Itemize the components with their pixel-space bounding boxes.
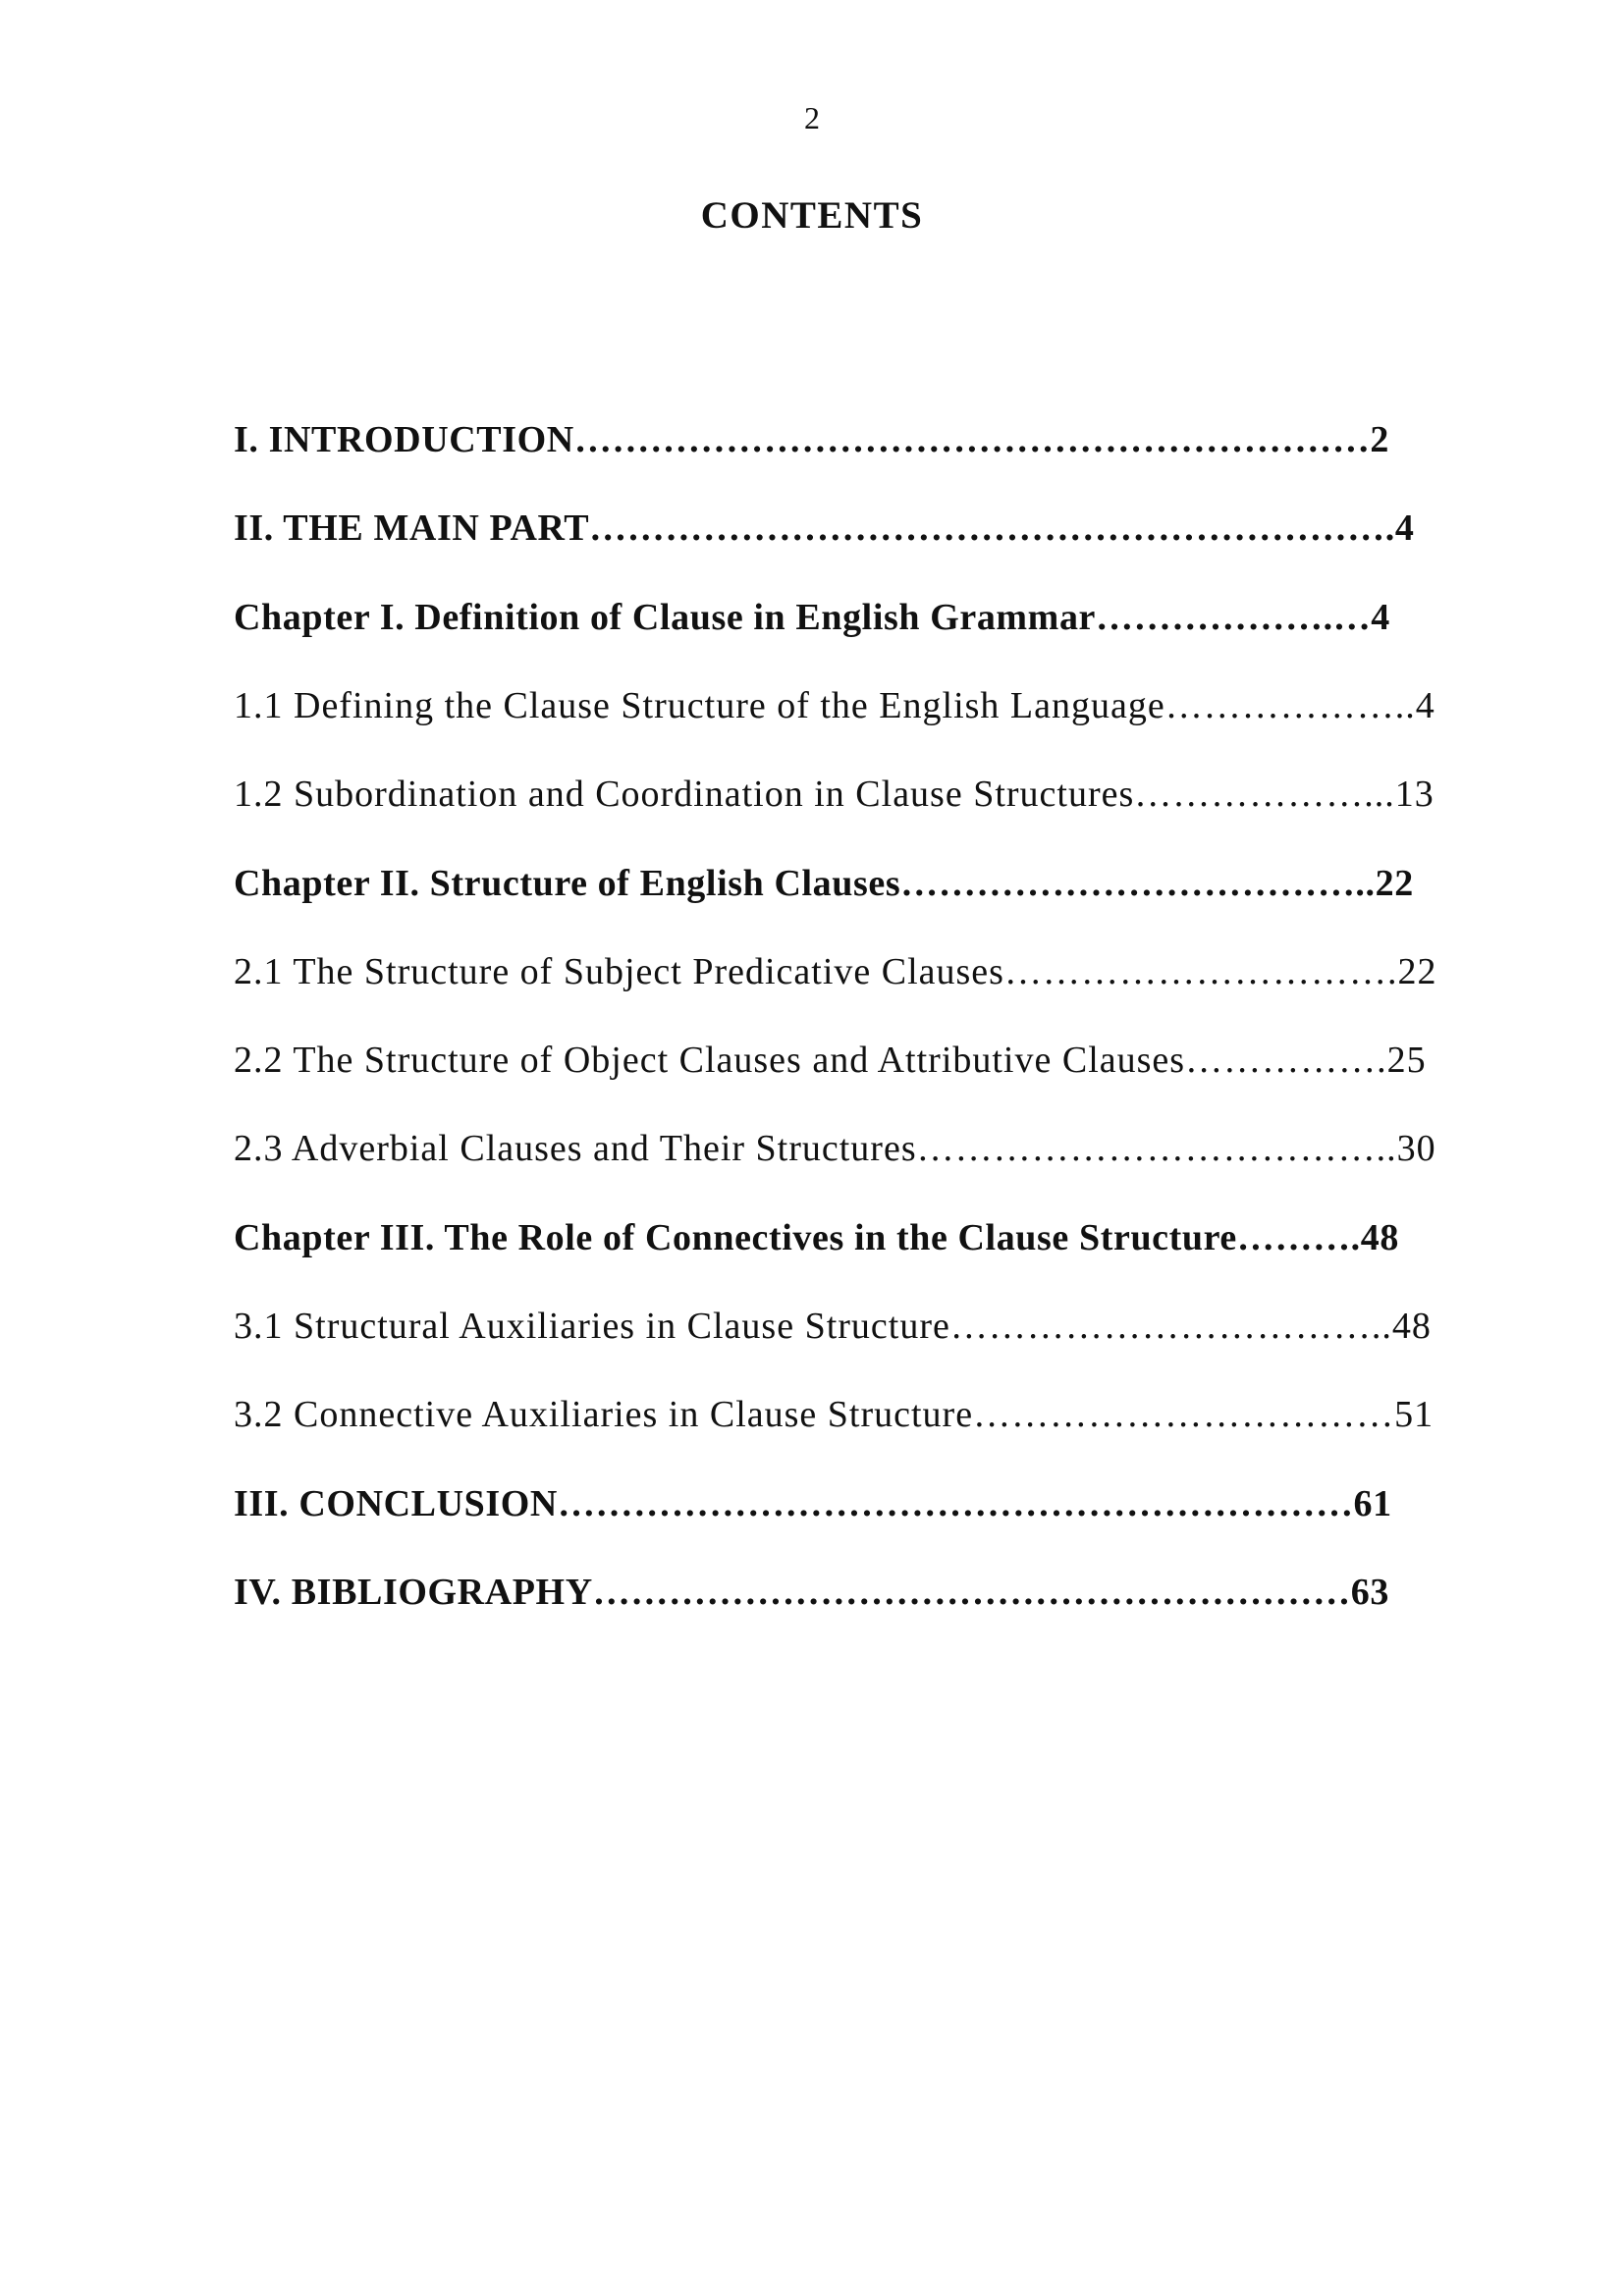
- toc-entry-section-3-2[interactable]: 3.2 Connective Auxiliaries in Clause Structure……………………………51: [234, 1394, 1435, 1435]
- page-number: 2: [804, 100, 820, 135]
- toc-entry-chapter-3[interactable]: Chapter III. The Role of Connectives in the Clause Structure……….48: [234, 1217, 1399, 1258]
- toc-entry-section-2-1[interactable]: 2.1 The Structure of Subject Predicative Clauses………………………….22: [234, 951, 1437, 992]
- toc-entry-section-2-3[interactable]: 2.3 Adverbial Clauses and Their Structures………………………………..30: [234, 1128, 1436, 1169]
- toc-entry-bibliography[interactable]: IV. BIBLIOGRAPHY……………………………………………………63: [234, 1572, 1389, 1613]
- toc-entry-main-part[interactable]: II. THE MAIN PART……………………………………………………….4: [234, 507, 1415, 549]
- toc-entry-section-1-2[interactable]: 1.2 Subordination and Coordination in Clause Structures………………...13: [234, 774, 1435, 815]
- contents-heading: CONTENTS: [700, 194, 924, 237]
- toc-entry-chapter-2[interactable]: Chapter II. Structure of English Clauses………………………………..22: [234, 863, 1414, 904]
- toc-entry-conclusion[interactable]: III. CONCLUSION………………………………………………………61: [234, 1483, 1392, 1524]
- toc-entry-section-1-1[interactable]: 1.1 Defining the Clause Structure of the English Language………………..4: [234, 685, 1435, 726]
- toc-entry-introduction[interactable]: I. INTRODUCTION………………………………………………………2: [234, 419, 1390, 460]
- toc-entry-section-2-2[interactable]: 2.2 The Structure of Object Clauses and Attributive Clauses…………….25: [234, 1040, 1427, 1081]
- toc-entry-chapter-1[interactable]: Chapter I. Definition of Clause in English Grammar……………….…4: [234, 597, 1390, 638]
- toc-entry-section-3-1[interactable]: 3.1 Structural Auxiliaries in Clause Structure……………………………..48: [234, 1306, 1432, 1347]
